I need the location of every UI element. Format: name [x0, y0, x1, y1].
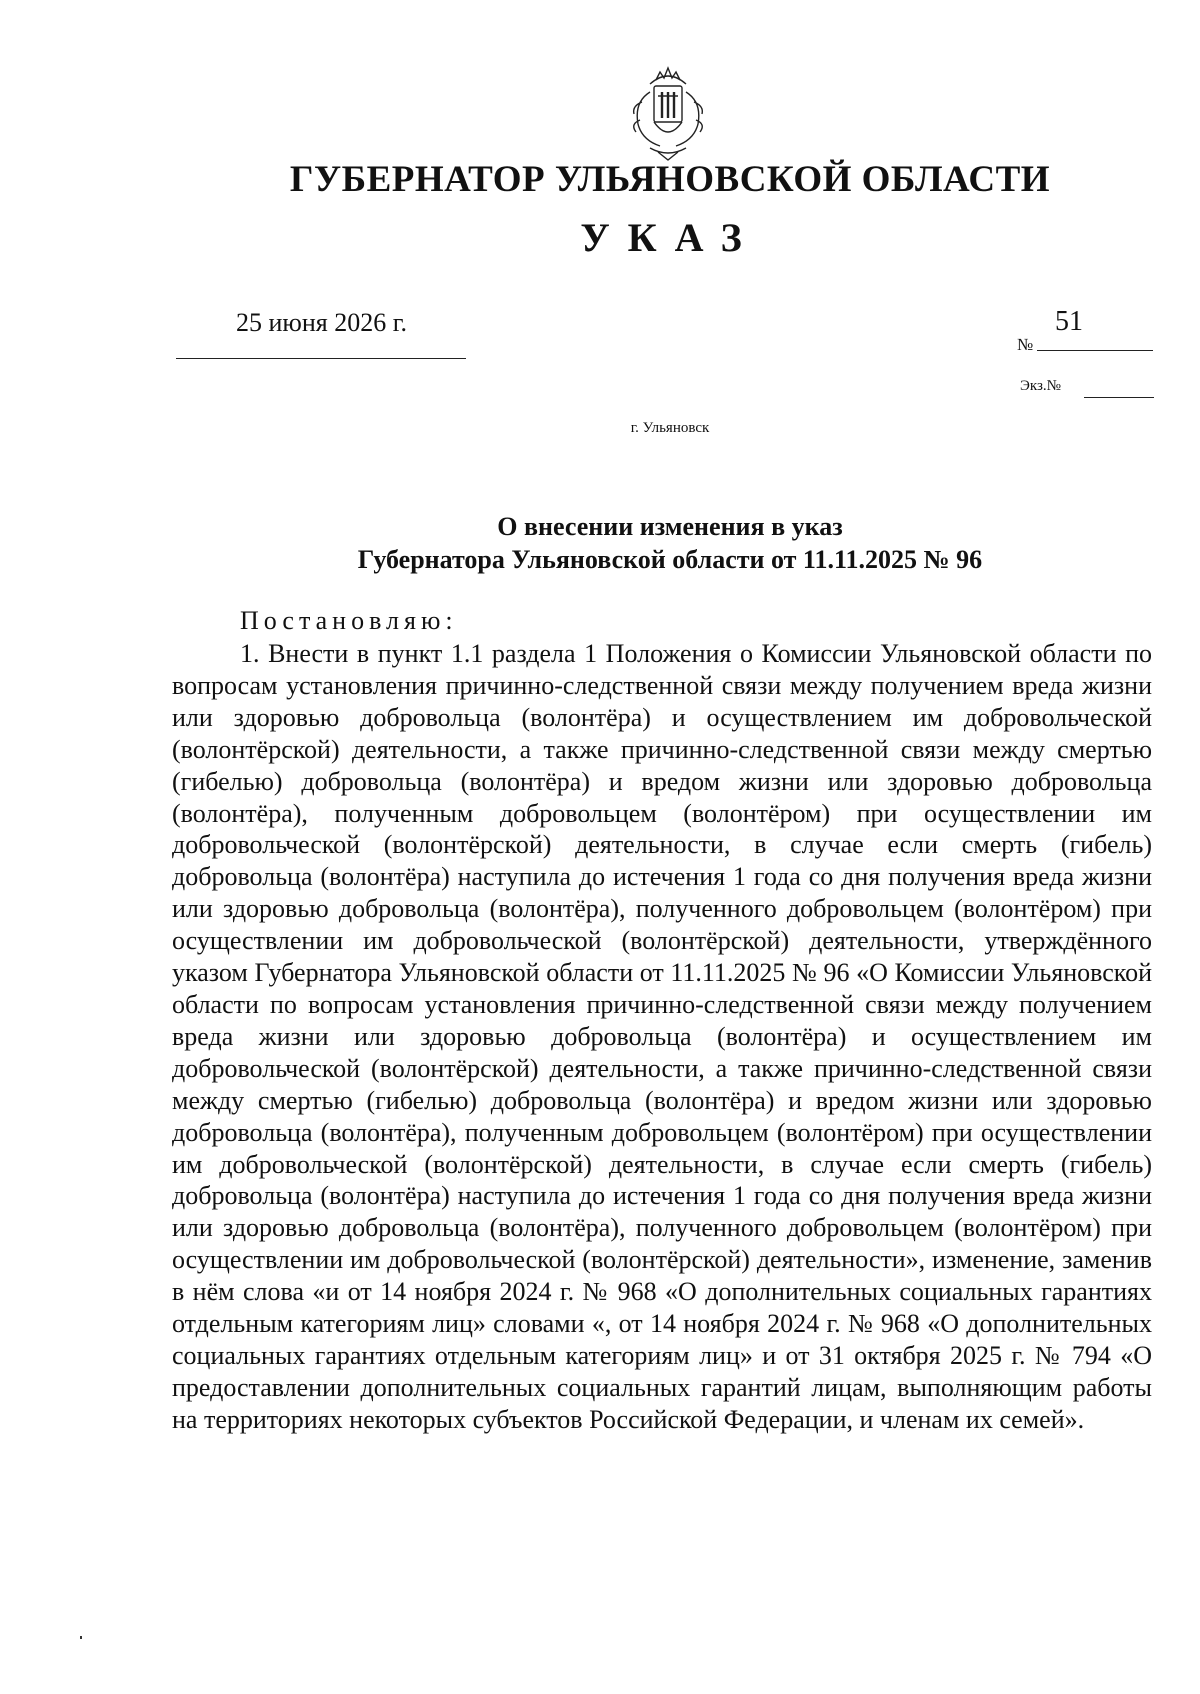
paragraph-1: 1. Внести в пункт 1.1 раздела 1 Положения о Комиссии Ульяновской области по вопросам установления причинно-следственной связи между получением вреда жизни или здоровью добровольца (волонтёра) и осуществлением им добровольческой (волонтёрской) деятельности, а также причинно-следственной связи между смертью (гибелью) добровольца (волонтёра) и вредом жизни или здоровью добровольца (волонтёра), полученным добровольцем (волонтёром) при осуществлении им добровольческой (волонтёрской) деятельности, в случае если смерть (гибель) добровольца (волонтёра) наступила до истечения 1 года со дня получения вреда жизни или здоровью добровольца (волонтёра), полученного добровольцем (волонтёром) при осуществлении им добровольческой (волонтёрской) деятельности, утверждённого указом Губернатора Ульяновской области от 11.11.2025 № 96 «О Комиссии Ульяновской области по вопросам установления причинно-следственной связи между получением вреда жизни или здоровью добровольца (волонтёра) и осуществлением им добровольческой (волонтёрской) деятельности, а также причинно-следственной связи между смертью (гибелью) добровольца (волонтёра) и вредом жизни или здоровью добровольца (волонтёра), полученным добровольцем (волонтёром) при осуществлении им добровольческой (волонтёрской) деятельности, в случае если смерть (гибель) добровольца (волонтёра) наступила до истечения 1 года со дня получения вреда жизни или здоровью добровольца (волонтёра), полученного добровольцем (волонтёром) при осуществлении им добровольческой (волонтёрской) деятельности», изменение, заменив в нём слова «и от 14 ноября 2024 г. № 968 «О дополнительных социальных гарантиях отдельным категориям лиц» словами «, от 14 ноября 2024 г. № 968 «О дополнительных социальных гарантиях отдельным категориям лиц» и от 31 октября 2025 г. № 794 «О предоставлении дополнительных социальных гарантий лицам, выполняющим работы на территориях некоторых субъектов Российской Федерации, и членам их семей».: [172, 639, 1152, 1434]
document-type: УКАЗ: [580, 215, 760, 260]
city: г. Ульяновск: [630, 420, 710, 436]
issuing-authority: ГУБЕРНАТОР УЛЬЯНОВСКОЙ ОБЛАСТИ: [289, 159, 1051, 200]
document-date: 25 июня 2026 г.: [236, 308, 407, 337]
resolve-heading: Постановляю:: [240, 606, 458, 635]
number-field: [1037, 306, 1153, 351]
document-number: 51: [1055, 306, 1083, 337]
date-field: [176, 308, 466, 359]
copy-number-label: Экз.№: [1020, 378, 1061, 394]
title-line-2: Губернатора Ульяновской области от 11.11.2025 № 96: [357, 545, 983, 574]
coat-of-arms-icon: [620, 62, 716, 162]
scan-mark: [80, 1636, 82, 1639]
document-title: [0, 510, 1200, 576]
number-label: №: [1017, 335, 1034, 354]
title-line-1: О внесении изменения в указ: [497, 512, 843, 541]
copy-number-field: [1084, 378, 1154, 398]
